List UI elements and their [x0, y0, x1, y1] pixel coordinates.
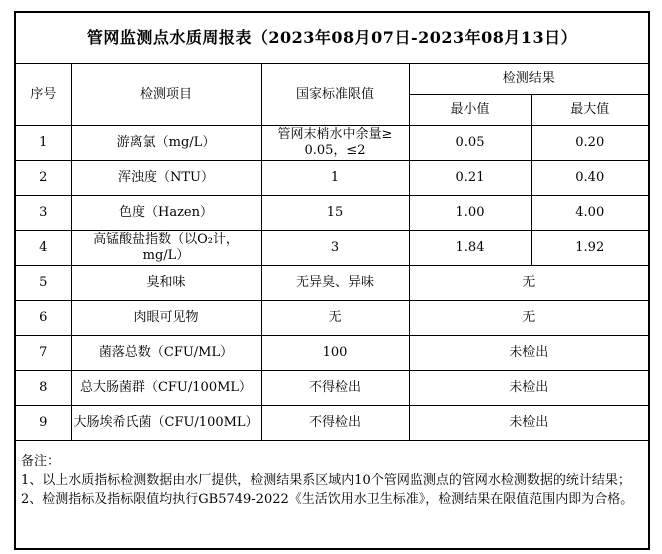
report-title: 管网监测点水质周报表（2023年08月07日-2023年08月13日） [15, 12, 649, 64]
cell-item: 大肠埃希氏菌（CFU/100ML） [71, 406, 261, 441]
header-min: 最小值 [409, 95, 531, 126]
cell-no: 1 [15, 126, 71, 161]
cell-standard: 15 [261, 196, 409, 231]
table-row [15, 126, 649, 161]
standard-line-1: 管网末梢水中余量≥ [277, 127, 393, 142]
cell-item: 肉眼可见物 [71, 301, 261, 336]
water-quality-table [14, 11, 650, 550]
cell-result: 未检出 [409, 406, 649, 441]
note-line-2: 2、检测指标及指标限值均执行GB5749-2022《生活饮用水卫生标准》，检测结果在限值范围内即为合格。 [21, 492, 634, 507]
cell-max: 0.20 [531, 126, 649, 161]
cell-min: 1.00 [409, 196, 531, 231]
cell-result: 无 [409, 266, 649, 301]
table-row [15, 371, 649, 406]
cell-standard [261, 126, 409, 161]
table-row [15, 266, 649, 301]
cell-item: 臭和味 [71, 266, 261, 301]
cell-min: 1.84 [409, 231, 531, 266]
header-standard: 国家标准限值 [261, 64, 409, 126]
table-row [15, 406, 649, 441]
cell-min: 0.21 [409, 161, 531, 196]
notes-row [15, 441, 649, 550]
cell-result: 未检出 [409, 336, 649, 371]
cell-standard: 不得检出 [261, 406, 409, 441]
cell-max: 0.40 [531, 161, 649, 196]
cell-no: 5 [15, 266, 71, 301]
cell-item: 菌落总数（CFU/ML） [71, 336, 261, 371]
header-max: 最大值 [531, 95, 649, 126]
cell-no: 8 [15, 371, 71, 406]
title-row [15, 12, 649, 64]
cell-item: 高锰酸盐指数（以O₂计，mg/L） [71, 231, 261, 266]
cell-standard: 无 [261, 301, 409, 336]
table-row [15, 196, 649, 231]
cell-no: 2 [15, 161, 71, 196]
cell-no: 9 [15, 406, 71, 441]
cell-result: 无 [409, 301, 649, 336]
cell-standard: 100 [261, 336, 409, 371]
table-row [15, 161, 649, 196]
cell-standard: 3 [261, 231, 409, 266]
table-header-row [15, 64, 649, 95]
cell-max: 1.92 [531, 231, 649, 266]
cell-standard: 无异臭、异味 [261, 266, 409, 301]
cell-item: 浑浊度（NTU） [71, 161, 261, 196]
cell-item: 色度（Hazen） [71, 196, 261, 231]
note-line-1: 1、以上水质指标检测数据由水厂提供，检测结果系区域内10个管网监测点的管网水检测数据的统计结果； [21, 473, 631, 488]
cell-no: 3 [15, 196, 71, 231]
cell-min: 0.05 [409, 126, 531, 161]
cell-standard: 不得检出 [261, 371, 409, 406]
cell-item: 总大肠菌群（CFU/100ML） [71, 371, 261, 406]
cell-item: 游离氯（mg/L） [71, 126, 261, 161]
cell-standard: 1 [261, 161, 409, 196]
notes-label: 备注： [21, 454, 61, 469]
table-row [15, 336, 649, 371]
header-item: 检测项目 [71, 64, 261, 126]
notes-cell [15, 441, 649, 550]
table-row [15, 301, 649, 336]
header-no: 序号 [15, 64, 71, 126]
cell-max: 4.00 [531, 196, 649, 231]
cell-no: 4 [15, 231, 71, 266]
cell-result: 未检出 [409, 371, 649, 406]
cell-no: 6 [15, 301, 71, 336]
header-result: 检测结果 [409, 64, 649, 95]
standard-line-2: 0.05，≤2 [304, 143, 366, 158]
table-row [15, 231, 649, 266]
cell-no: 7 [15, 336, 71, 371]
